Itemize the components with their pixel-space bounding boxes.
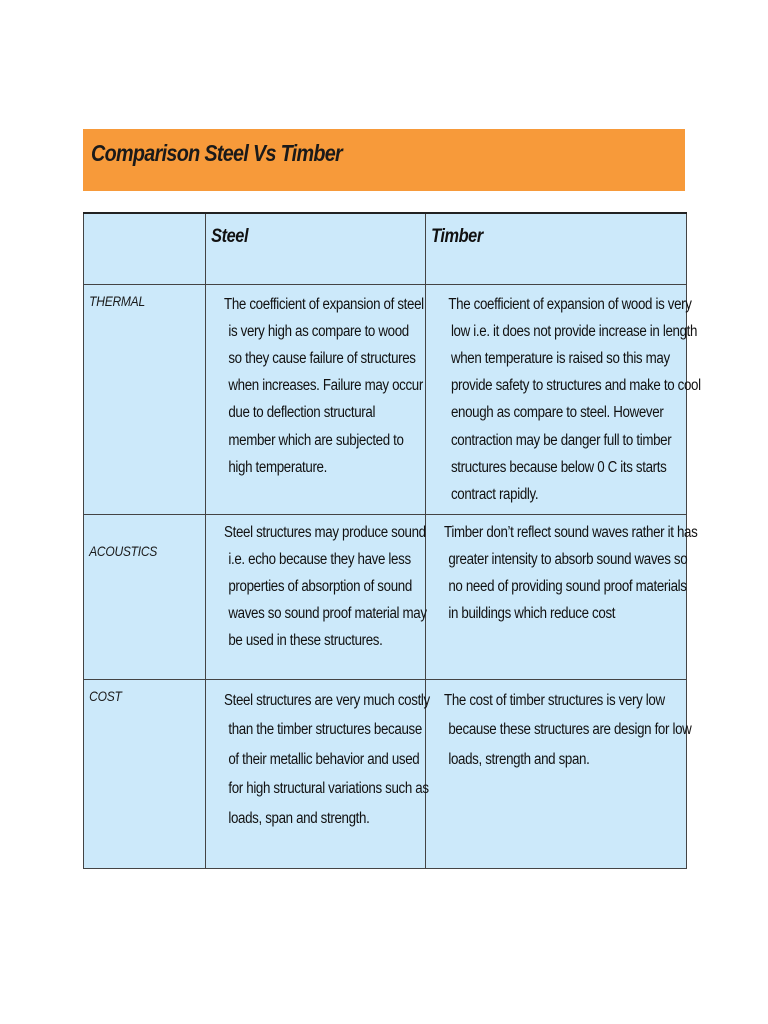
page-title: Comparison Steel Vs Timber [91, 140, 343, 166]
row-label-thermal: THERMAL [89, 292, 145, 309]
table-row [84, 679, 687, 868]
header-cell-empty [84, 213, 206, 284]
timber-cell [426, 514, 698, 679]
cost-steel-text: Steel structures are very much costly than the timber structures because of their metallic behavior and used for high structural variations such as loads, span and strength. [224, 691, 430, 827]
row-label-cell [84, 284, 206, 514]
cost-timber-text: The cost of timber structures is very low because these structures are design for low loads, strength and span. [444, 691, 692, 768]
steel-cell [206, 679, 430, 868]
timber-cell [426, 679, 692, 868]
thermal-steel-text: The coefficient of expansion of steel is very high as compare to wood so they cause failure of structures when increases. Failure may occur due to deflection structural member which are subjected to high temperature. [224, 295, 424, 476]
thermal-timber-text: The coefficient of expansion of wood is very low i.e. it does not provide increase in length when temperature is raised so this may provide safety to structures and make to cool enough as compare to steel. However contraction may be danger full to timber structures because below 0 C its starts contract rapidly. [448, 295, 701, 503]
acoustics-timber-text: Timber don’t reflect sound waves rather it has greater intensity to absorb sound waves so no need of providing sound proof materials in buildings which reduce cost [444, 523, 698, 623]
timber-cell [426, 284, 701, 514]
table-row [84, 284, 687, 514]
comparison-table [83, 212, 701, 869]
row-label-acoustics: ACOUSTICS [89, 542, 158, 559]
header-cell-steel [206, 213, 426, 284]
title-banner [83, 129, 685, 191]
row-label-cell [84, 679, 206, 868]
header-timber: Timber [431, 226, 483, 247]
row-label-cost: COST [89, 687, 122, 704]
steel-cell [206, 514, 426, 679]
header-cell-timber [426, 213, 687, 284]
header-steel: Steel [211, 226, 249, 247]
steel-cell [206, 284, 426, 514]
table-header-row [84, 213, 687, 284]
header-label [84, 214, 188, 226]
row-label-cell [84, 514, 206, 679]
acoustics-steel-text: Steel structures may produce sound i.e. echo because they have less properties of absorption of sound waves so sound proof material may be used in these structures. [224, 523, 427, 650]
table-row [84, 514, 687, 679]
